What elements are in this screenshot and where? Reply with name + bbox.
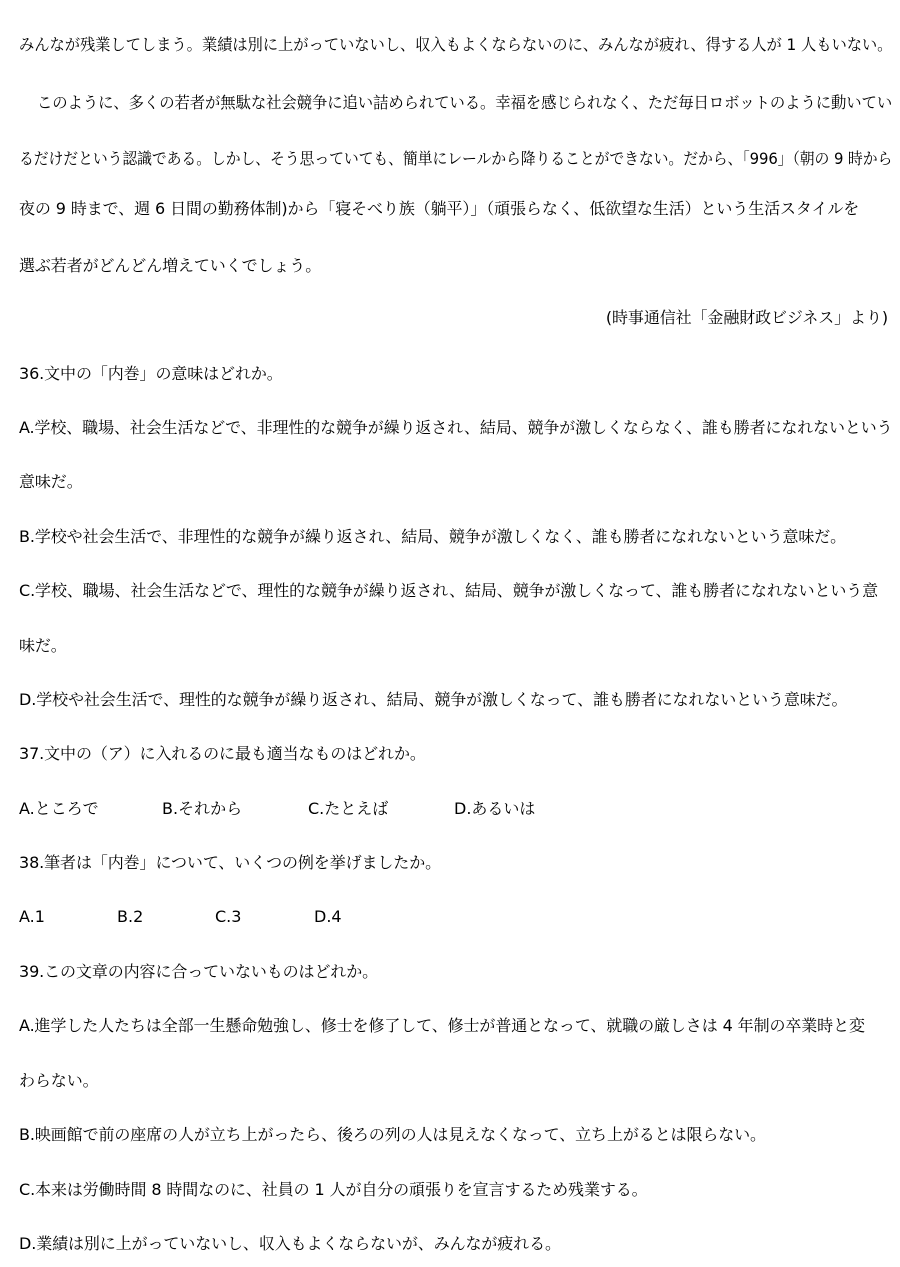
q36-option-c-line-1: C.学校、職場、社会生活などで、理性的な競争が繰り返され、結局、競争が激しくなって、誰も勝者になれないという意 bbox=[19, 581, 879, 600]
passage-line-4: 夜の 9 時まで、週 6 日間の勤務体制)から「寝そべり族（躺平）」（頑張らなく、低欲望な生活）という生活スタイルを bbox=[19, 199, 860, 218]
q38-option-c: C.3 bbox=[215, 907, 242, 926]
q39-option-b: B.映画館で前の座席の人が立ち上がったら、後ろの列の人は見えなくなって、立ち上がるとは限らない。 bbox=[19, 1125, 766, 1144]
q38-option-a: A.1 bbox=[19, 907, 45, 926]
passage-line-1: みんなが残業してしまう。業績は別に上がっていないし、収入もよくならないのに、みんなが疲れ、得する人が 1 人もいない。 bbox=[19, 35, 893, 54]
q37-option-b: B.それから bbox=[162, 799, 243, 818]
question-36: 36.文中の「内巻」の意味はどれか。 bbox=[19, 364, 283, 383]
q37-option-a: A.ところで bbox=[19, 799, 99, 818]
passage-line-2: このように、多くの若者が無駄な社会競争に追い詰められている。幸福を感じられなく、ただ毎日ロボットのように動いてい bbox=[37, 93, 893, 112]
q36-option-d: D.学校や社会生活で、理性的な競争が繰り返され、結局、競争が激しくなって、誰も勝者になれないという意味だ。 bbox=[19, 690, 848, 709]
q36-option-a-line-2: 意味だ。 bbox=[19, 472, 83, 491]
q37-option-c: C.たとえば bbox=[308, 799, 389, 818]
q39-option-d: D.業績は別に上がっていないし、収入もよくならないが、みんなが疲れる。 bbox=[19, 1234, 561, 1253]
q39-option-a-line-1: A.進学した人たちは全部一生懸命勉強し、修士を修了して、修士が普通となって、就職の厳しさは 4 年制の卒業時と変 bbox=[19, 1016, 865, 1035]
passage-line-5: 選ぶ若者がどんどん増えていくでしょう。 bbox=[19, 256, 322, 275]
q39-option-c: C.本来は労働時間 8 時間なのに、社員の 1 人が自分の頑張りを宣言するため残業する。 bbox=[19, 1180, 648, 1199]
q39-option-a-line-2: わらない。 bbox=[19, 1071, 99, 1090]
q36-option-b: B.学校や社会生活で、非理性的な競争が繰り返され、結局、競争が激しくなく、誰も勝者になれないという意味だ。 bbox=[19, 527, 847, 546]
question-38: 38.筆者は「内巻」について、いくつの例を挙げましたか。 bbox=[19, 853, 442, 872]
q36-option-c-line-2: 味だ。 bbox=[19, 636, 67, 655]
q36-option-a-line-1: A.学校、職場、社会生活などで、非理性的な競争が繰り返され、結局、競争が激しくならなく、誰も勝者になれないという bbox=[19, 418, 893, 437]
q38-option-b: B.2 bbox=[117, 907, 144, 926]
question-37: 37.文中の（ア）に入れるのに最も適当なものはどれか。 bbox=[19, 744, 426, 763]
q38-option-d: D.4 bbox=[314, 907, 342, 926]
q37-option-d: D.あるいは bbox=[454, 799, 536, 818]
passage-line-3: るだけだという認識である。しかし、そう思っていても、簡単にレールから降りることができない。だから、「996」（朝の 9 時から bbox=[19, 149, 893, 168]
source-citation: (時事通信社「金融財政ビジネス」より) bbox=[605, 308, 888, 327]
question-39: 39.この文章の内容に合っていないものはどれか。 bbox=[19, 962, 379, 981]
